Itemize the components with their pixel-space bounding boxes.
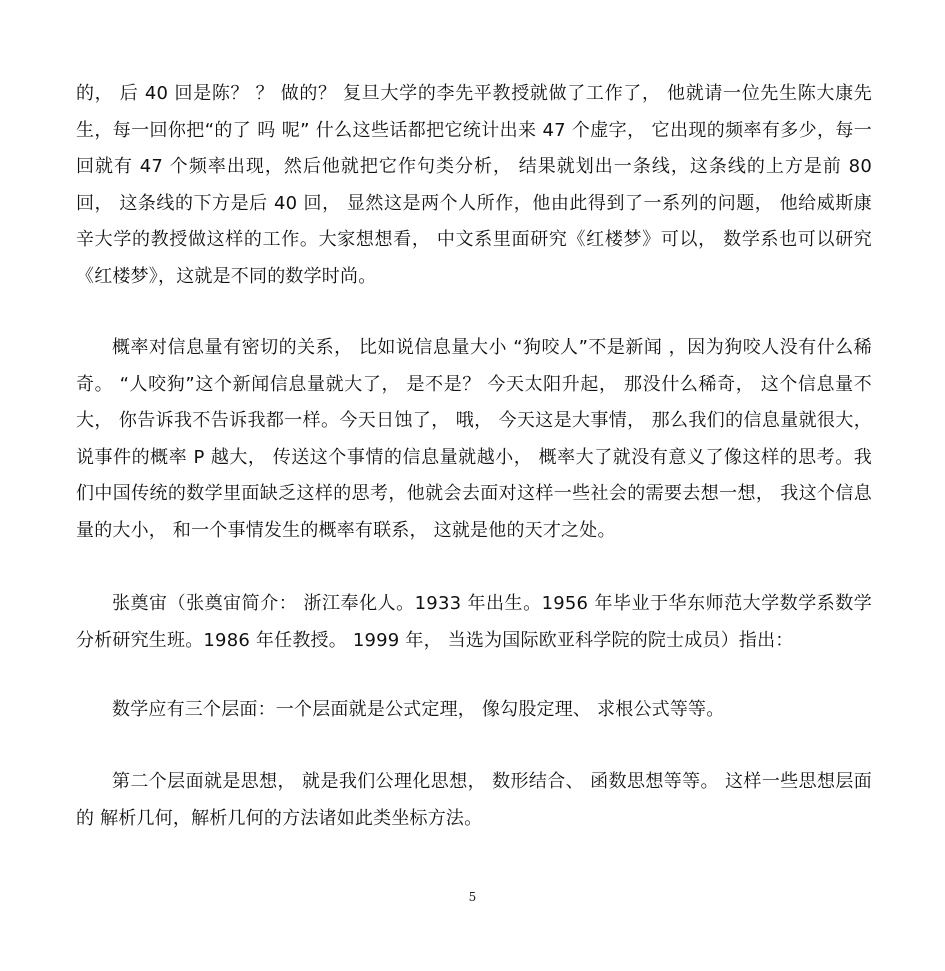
paragraph-probability-information: 概率对信息量有密切的关系， 比如说信息量大小 “狗咬人”不是新闻 ，因为狗咬人没有什么稀奇。 “人咬狗”这个新闻信息量就大了， 是不是？ 今天太阳升起， 那没什么稀奇， 这个信息量不大， 你告诉我不告诉我都一样。今天日蚀了， 哦， 今天这是大事情， 那么我们的信息量就很大， 说事件的概率 P 越大， 传送这个事情的信息量就越小， 概率大了就没有意义了像这样的思考。我们中国传统的数学里面缺乏这样的思考，他就会去面对这样一些社会的需要去想一想， 我这个信息量的大小， 和一个事情发生的概率有联系， 这就是他的天才之处。 <box>76 337 872 541</box>
page-number: 5 <box>468 890 477 904</box>
paragraph-zhang-diantzhou-intro: 张奠宙（张奠宙简介： 浙江奉化人。1933 年出生。1956 年毕业于华东师范大学数学系数学分析研究生班。1986 年任教授。 1999 年， 当选为国际欧亚科学院的院士成员）指出： <box>76 593 872 651</box>
paragraph-second-layer: 第二个层面就是思想， 就是我们公理化思想， 数形结合、 函数思想等等。 这样一些思想层面的 解析几何，解析几何的方法诸如此类坐标方法。 <box>76 771 872 829</box>
paragraph-first-layer: 数学应有三个层面：一个层面就是公式定理， 像勾股定理、 求根公式等等。 <box>112 699 725 720</box>
paragraph-honglou-statistics: 的， 后 40 回是陈？ ？ 做的？ 复旦大学的李先平教授就做了工作了， 他就请一位先生陈大康先生，每一回你把“的了 吗 呢” 什么这些话都把它统计出来 47 个虚字， 它出现的频率有多少，每一回就有 47 个频率出现，然后他就把它作句类分析， 结果就划出一条线，这条线的上方是前 80 回， 这条线的下方是后 40 回， 显然这是两个人所作，他由此得到了一系列的问题， 他给威斯康辛大学的教授做这样的工作。大家想想看， 中文系里面研究《红楼梦》可以， 数学系也可以研究《红楼梦》，这就是不同的数学时尚。 <box>76 83 872 287</box>
